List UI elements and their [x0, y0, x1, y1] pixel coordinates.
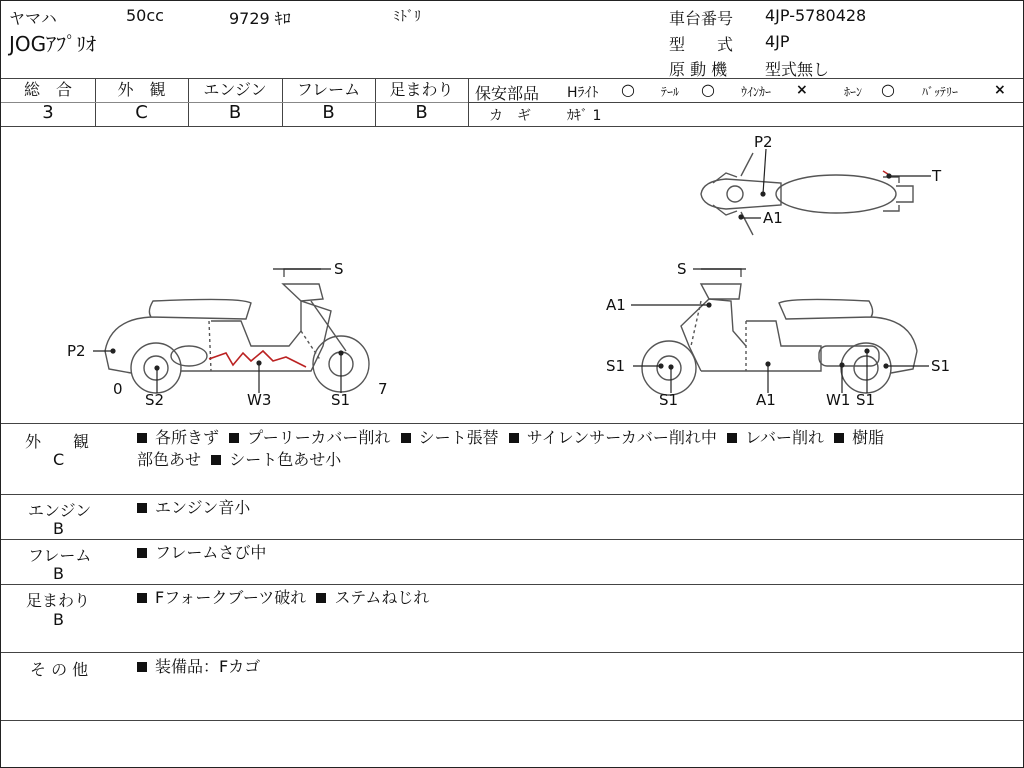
notes-exterior-label: 外 観	[25, 432, 90, 451]
color: ﾐﾄﾞﾘ	[393, 9, 421, 25]
scooter-right-view	[642, 269, 917, 395]
key-label: カ ギ	[489, 108, 531, 124]
grade-overall-label: 総 合	[23, 80, 72, 99]
maker: ヤマハ	[9, 9, 57, 28]
headlight-mark: ○	[621, 80, 635, 99]
label-left-s: S	[334, 260, 344, 278]
label-right-s1-side: S1	[931, 357, 951, 375]
grade-engine-label: エンジン	[203, 80, 267, 99]
grade-frame: B	[322, 102, 335, 123]
label-left-7: 7	[378, 380, 388, 398]
label-right-a1-bottom: A1	[756, 391, 776, 409]
notes-frame-text: フレームさび中	[137, 542, 266, 564]
divider	[1, 539, 1023, 540]
notes-exterior-text: 各所きず プーリーカバー削れ シート張替 サイレンサーカバー削れ中 レバー削れ 樹脂 部色あせ シート色あせ小	[137, 428, 885, 469]
engine-type-value: 型式無し	[765, 60, 830, 79]
frame-number-value: 4JP-5780428	[765, 6, 867, 25]
label-top-p2: P2	[754, 133, 773, 151]
displacement: 50cc	[126, 6, 164, 25]
grade-overall: 3	[42, 102, 54, 123]
label-right-s1-front: S1	[606, 357, 626, 375]
notes-other-label: そ の 他	[30, 660, 89, 679]
horn-label: ﾎｰﾝ	[844, 85, 863, 99]
notes-engine-grade: B	[53, 519, 64, 538]
engine-type-label: 原 動 機	[669, 60, 728, 79]
divider	[1, 652, 1023, 653]
damage-diagram	[1, 127, 1023, 423]
notes-frame-grade: B	[53, 564, 64, 583]
label-top-t: T	[932, 167, 942, 185]
type-value: 4JP	[765, 32, 790, 51]
divider	[1, 584, 1023, 585]
tail-mark: ○	[701, 80, 715, 99]
notes-engine-text: エンジン音小	[137, 497, 250, 519]
notes-exterior-grade: C	[53, 450, 65, 469]
grade-exterior-label: 外 観	[117, 80, 166, 99]
divider	[468, 102, 1023, 103]
horn-mark: ○	[881, 80, 895, 99]
notes-suspension-grade: B	[53, 610, 64, 629]
grade-suspension-label: 足まわり	[389, 80, 454, 99]
notes-other-text: 装備品：Fカゴ	[137, 656, 260, 678]
label-top-a1: A1	[763, 209, 783, 227]
label-right-s1-bottom: S1	[659, 391, 679, 409]
model-name: JOGｱﾌﾟﾘｵ	[9, 32, 97, 56]
notes-frame-label: フレーム	[28, 546, 92, 565]
grade-exterior: C	[135, 102, 148, 123]
divider	[1, 494, 1023, 495]
label-right-a1: A1	[606, 296, 626, 314]
winker-mark: ×	[796, 82, 808, 98]
battery-label: ﾊﾞｯﾃﾘｰ	[922, 85, 959, 99]
grade-frame-label: フレーム	[296, 80, 361, 99]
label-right-w1: W1	[826, 391, 851, 409]
headlight-label: Hﾗｲﾄ	[567, 85, 599, 101]
label-right-s1-rear: S1	[856, 391, 876, 409]
grade-engine: B	[228, 102, 242, 123]
grade-suspension: B	[415, 102, 428, 123]
label-left-p2: P2	[67, 342, 86, 360]
mileage: 9729 ｷﾛ	[229, 9, 291, 28]
label-left-s2: S2	[145, 391, 165, 409]
label-left-s1: S1	[331, 391, 351, 409]
scooter-left-view	[105, 269, 369, 393]
winker-label: ｳｲﾝｶｰ	[741, 85, 772, 99]
divider	[1, 78, 1023, 79]
frame-number-label: 車台番号	[669, 9, 734, 28]
label-left-w3: W3	[247, 391, 272, 409]
type-label: 型 式	[669, 35, 734, 54]
label-left-0: 0	[113, 380, 123, 398]
notes-engine-label: エンジン	[28, 501, 92, 520]
label-right-s: S	[677, 260, 687, 278]
scooter-top-view	[701, 153, 913, 235]
notes-suspension-label: 足まわり	[26, 591, 91, 610]
divider	[1, 720, 1023, 721]
divider	[1, 423, 1023, 424]
notes-suspension-text: Fフォークブーツ破れ ステムねじれ	[137, 587, 429, 609]
safety-label: 保安部品	[475, 84, 540, 103]
tail-label: ﾃｰﾙ	[661, 85, 680, 99]
key-value: ｶｷﾞ 1	[567, 108, 602, 124]
battery-mark: ×	[994, 82, 1006, 98]
